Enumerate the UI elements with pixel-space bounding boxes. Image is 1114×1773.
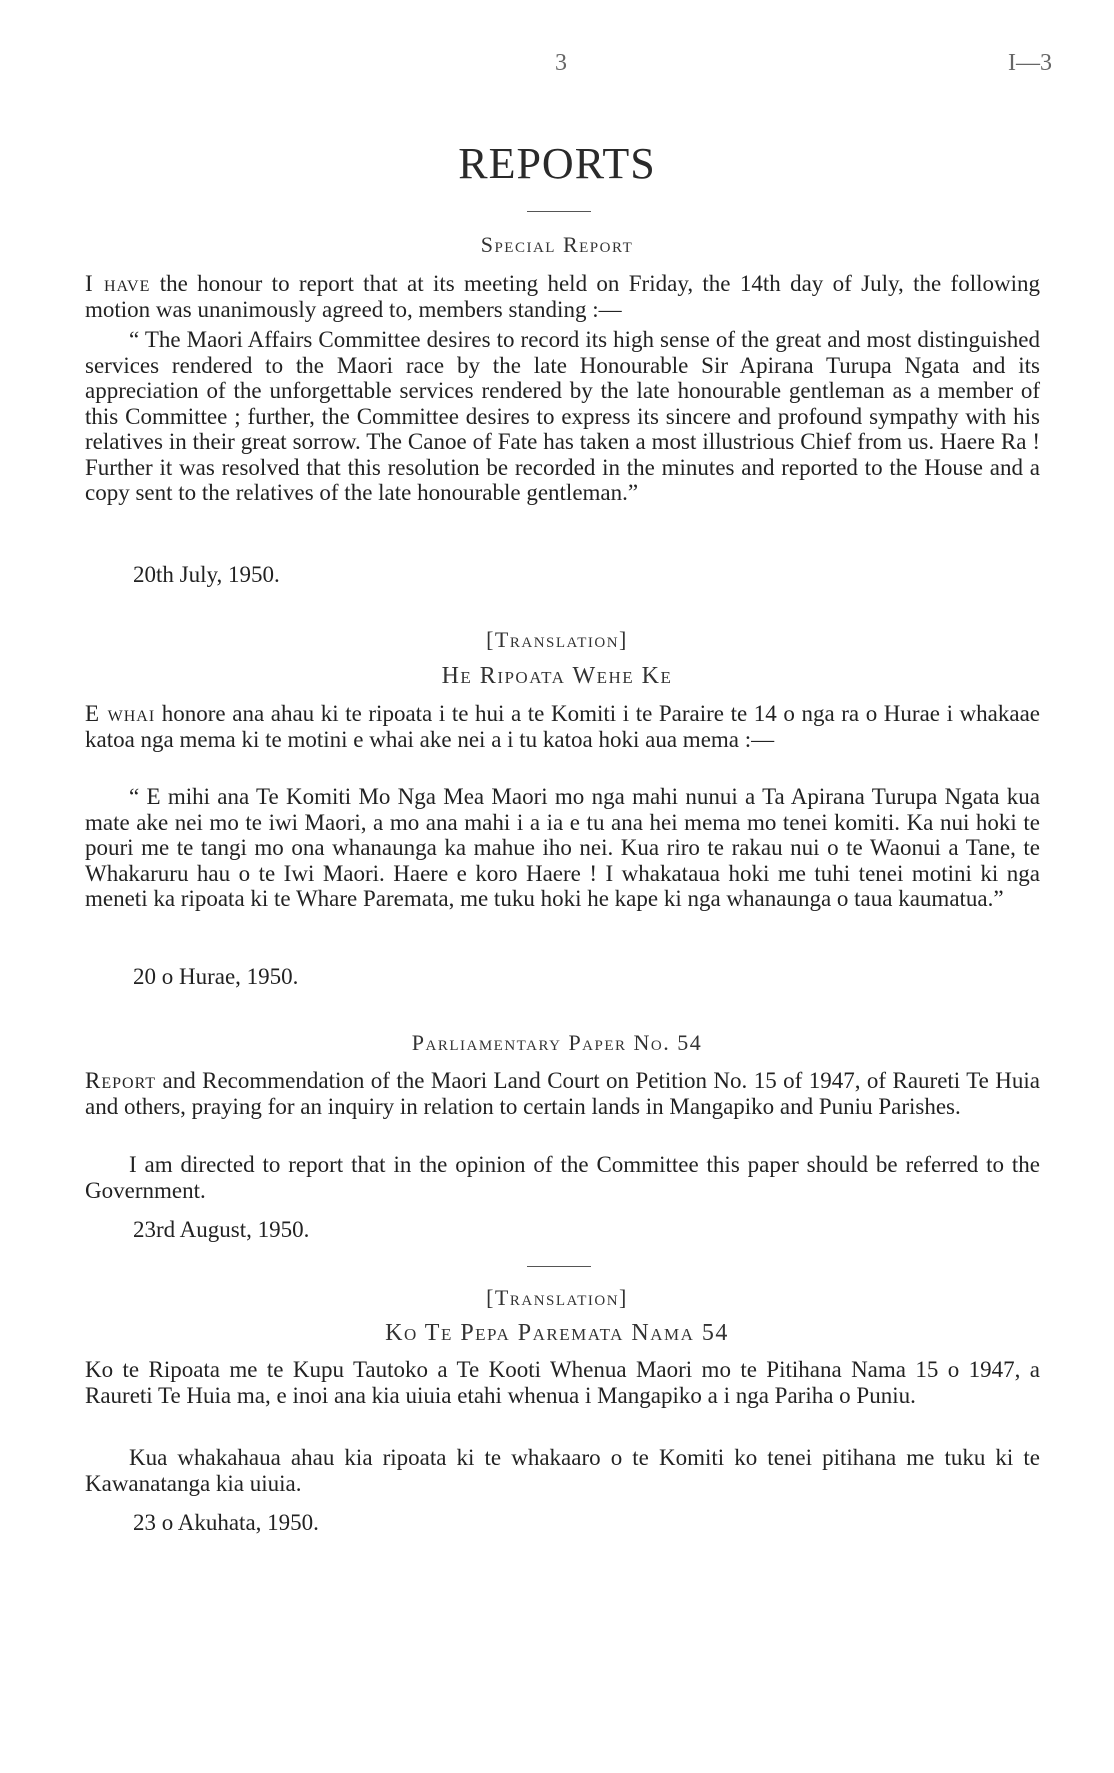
translation-2-label: [Translation] — [486, 1285, 628, 1310]
parliamentary-paper-heading: Parliamentary Paper No. 54 — [411, 1030, 703, 1055]
page-number: 3 — [555, 50, 567, 76]
parliamentary-paper-date: 23rd August, 1950. — [133, 1217, 310, 1242]
translation-2-body: Kua whakahaua ahau kia ripoata ki te whakaaro o te Komiti ko tenei pitihana me tuku ki te Kawanatanga kia uiuia. — [85, 1445, 1040, 1496]
translation-1-opening-text: honore ana ahau ki te ripoata i te hui a te Komiti i te Paraire te 14 o nga ra o Hurae i whakaae katoa nga mema ki te motini e whai ake nei a i tu katoa hoki aua mema :— — [85, 701, 1040, 752]
special-report-heading: Special Report — [480, 232, 634, 257]
divider — [527, 1266, 591, 1267]
parliamentary-paper-body: I am directed to report that in the opinion of the Committee this paper should be referred to the Government. — [85, 1152, 1040, 1203]
translation-1-label: [Translation] — [486, 627, 628, 652]
translation-1-quote: “ E mihi ana Te Komiti Mo Nga Mea Maori mo nga mahi nunui a Ta Apirana Turupa Ngata kua mate ake nei mo te iwi Maori, a mo ana mahi i a ia e tu ana hei mema mo tenei komiti. Ka nui hoki te pouri me te tangi mo ona whanaunga ka mahue iho nei. Kua riro te rakau nui o te Waonui a Tane, te Whakaruru hau o te Iwi Maori. Haere e koro Haere ! I whakataua hoki me tuhi tenei motini ki nga meneti ka ripoata ki te Whare Paremata, me tuku hoki he kape ki nga whanaunga o taua kaumatua.” — [85, 784, 1040, 911]
parliamentary-paper-opening — [85, 1068, 1040, 1119]
translation-1-date: 20 o Hurae, 1950. — [133, 964, 299, 989]
translation-1-heading: He Ripoata Wehe Ke — [441, 663, 673, 689]
divider — [527, 211, 591, 212]
special-report-opening-text: the honour to report that at its meeting held on Friday, the 14th day of July, the following motion was unanimously agreed to, members standing :— — [85, 271, 1040, 322]
parliamentary-paper-lead: Report — [85, 1068, 157, 1093]
translation-2-opening: Ko te Ripoata me te Kupu Tautoko a Te Kooti Whenua Maori mo te Pitihana Nama 15 o 1947, a Raureti Te Huia ma, e inoi ana kia uiuia etahi whenua i Mangapiko a i nga Pariha o Puniu. — [85, 1357, 1040, 1408]
translation-2-heading: Ko Te Pepa Paremata Nama 54 — [385, 1320, 729, 1346]
special-report-lead: I have — [85, 271, 151, 296]
special-report-date: 20th July, 1950. — [133, 562, 280, 587]
translation-2-date: 23 o Akuhata, 1950. — [133, 1510, 319, 1535]
parliamentary-paper-opening-text: and Recommendation of the Maori Land Court on Petition No. 15 of 1947, of Raureti Te Huia and others, praying for an inquiry in relation to certain lands in Mangapiko and Puniu Parishes. — [85, 1068, 1040, 1119]
translation-1-lead: E whai — [85, 701, 156, 726]
page-code: I—3 — [1008, 50, 1052, 76]
translation-1-opening — [85, 701, 1040, 752]
special-report-quote: “ The Maori Affairs Committee desires to record its high sense of the great and most distinguished services rendered to the Maori race by the late Honourable Sir Apirana Turupa Ngata and its appreciation of the unforgettable services rendered by the late honourable gentleman as a member of this Committee ; further, the Committee desires to express its sincere and profound sympathy with his relatives in their great sorrow. The Canoe of Fate has taken a most illustrious Chief from us. Haere Ra ! Further it was resolved that this resolution be recorded in the minutes and reported to the House and a copy sent to the relatives of the late honourable gentleman.” — [85, 327, 1040, 505]
page-title: REPORTS — [458, 139, 656, 188]
special-report-opening — [85, 271, 1040, 322]
